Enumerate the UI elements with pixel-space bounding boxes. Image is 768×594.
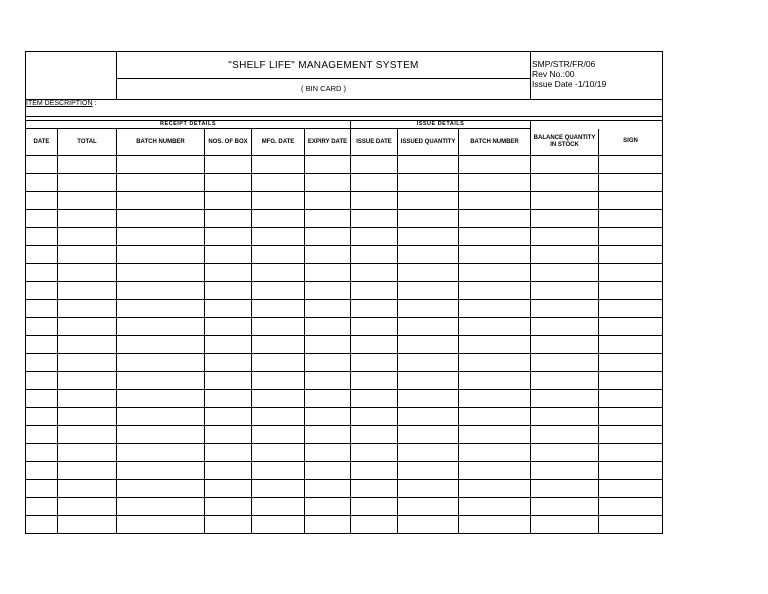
entry-cell[interactable] [398,444,459,462]
entry-row [26,390,663,408]
entry-cell[interactable] [58,336,117,354]
entry-cell[interactable] [531,156,599,174]
entry-row [26,444,663,462]
entry-cell[interactable] [351,282,398,300]
entry-cell[interactable] [599,300,663,318]
entry-cell[interactable] [26,498,58,516]
entry-cell[interactable] [252,210,305,228]
entry-cell[interactable] [599,516,663,534]
entry-cell[interactable] [205,498,252,516]
entry-cell[interactable] [305,498,351,516]
entry-cell[interactable] [351,372,398,390]
entry-cell[interactable] [58,318,117,336]
entry-cell[interactable] [205,300,252,318]
entry-cell[interactable] [599,462,663,480]
entry-cell[interactable] [531,318,599,336]
entry-cell[interactable] [599,192,663,210]
entry-cell[interactable] [459,282,531,300]
entry-cell[interactable] [531,408,599,426]
entry-cell[interactable] [599,354,663,372]
entry-cell[interactable] [398,336,459,354]
entry-cell[interactable] [117,174,205,192]
entry-cell[interactable] [58,372,117,390]
entry-cell[interactable] [305,246,351,264]
entry-cell[interactable] [531,228,599,246]
entry-cell[interactable] [305,516,351,534]
entry-cell[interactable] [459,318,531,336]
entry-cell[interactable] [252,354,305,372]
entry-cell[interactable] [117,300,205,318]
entry-cell[interactable] [459,210,531,228]
entry-cell[interactable] [252,390,305,408]
entry-cell[interactable] [205,444,252,462]
entry-row [26,156,663,174]
entry-row [26,516,663,534]
entry-cell[interactable] [26,462,58,480]
entry-row [26,318,663,336]
entry-cell[interactable] [459,498,531,516]
bin-card-form [25,51,662,534]
entry-cell[interactable] [117,426,205,444]
document-control-box [531,52,663,100]
entry-cell[interactable] [531,300,599,318]
entry-row [26,192,663,210]
entry-cell[interactable] [305,390,351,408]
entry-cell[interactable] [205,336,252,354]
entry-cell[interactable] [305,408,351,426]
column-header: ISSUED QUANTITY [398,129,459,156]
form-subtitle: ( BIN CARD ) [117,79,531,100]
entry-row [26,480,663,498]
entry-cell[interactable] [305,426,351,444]
entry-cell[interactable] [252,282,305,300]
entry-cell[interactable] [398,192,459,210]
entry-cell[interactable] [252,498,305,516]
entry-cell[interactable] [398,282,459,300]
entry-cell[interactable] [351,156,398,174]
entry-cell[interactable] [58,210,117,228]
entry-cell[interactable] [599,408,663,426]
entry-cell[interactable] [205,426,252,444]
entry-cell[interactable] [459,300,531,318]
entry-cell[interactable] [58,498,117,516]
entry-cell[interactable] [531,372,599,390]
entry-cell[interactable] [398,372,459,390]
entry-cell[interactable] [531,444,599,462]
column-header: TOTAL [58,129,117,156]
entry-cell[interactable] [398,300,459,318]
entry-cell[interactable] [599,246,663,264]
entry-cell[interactable] [398,354,459,372]
entry-cell[interactable] [305,228,351,246]
entry-cell[interactable] [205,264,252,282]
entry-cell[interactable] [459,264,531,282]
entry-cell[interactable] [351,498,398,516]
entry-cell[interactable] [531,174,599,192]
entry-cell[interactable] [398,390,459,408]
entry-cell[interactable] [252,336,305,354]
entry-cell[interactable] [117,516,205,534]
entry-cell[interactable] [252,516,305,534]
entry-cell[interactable] [531,354,599,372]
entry-cell[interactable] [252,372,305,390]
entry-cell[interactable] [252,228,305,246]
entry-cell[interactable] [398,246,459,264]
entry-cell[interactable] [351,192,398,210]
entry-cell[interactable] [351,174,398,192]
entry-cell[interactable] [205,228,252,246]
entry-cell[interactable] [26,246,58,264]
entry-cell[interactable] [351,336,398,354]
entry-cell[interactable] [117,210,205,228]
entry-cell[interactable] [599,156,663,174]
entry-cell[interactable] [58,408,117,426]
entry-cell[interactable] [599,318,663,336]
entry-cell[interactable] [351,444,398,462]
entry-cell[interactable] [58,354,117,372]
entry-row [26,174,663,192]
entry-cell[interactable] [599,390,663,408]
entry-cell[interactable] [398,516,459,534]
entry-cell[interactable] [117,282,205,300]
entry-cell[interactable] [599,174,663,192]
entry-cell[interactable] [26,174,58,192]
entry-cell[interactable] [26,228,58,246]
entry-cell[interactable] [26,336,58,354]
entry-cell[interactable] [117,390,205,408]
entry-cell[interactable] [58,174,117,192]
entry-cell[interactable] [351,462,398,480]
entry-cell[interactable] [459,174,531,192]
entry-cell[interactable] [26,192,58,210]
entry-cell[interactable] [351,426,398,444]
entry-cell[interactable] [305,300,351,318]
entry-cell[interactable] [205,156,252,174]
entry-cell[interactable] [205,210,252,228]
entry-cell[interactable] [599,336,663,354]
entry-cell[interactable] [459,336,531,354]
entry-cell[interactable] [26,318,58,336]
column-header-row [26,129,663,156]
bin-card-table [25,51,663,534]
entry-cell[interactable] [531,192,599,210]
entry-cell[interactable] [351,300,398,318]
entry-cell[interactable] [459,372,531,390]
item-description-row [26,100,663,117]
entry-cell[interactable] [398,480,459,498]
column-header: NOS. OF BOX [205,129,252,156]
entry-cell[interactable] [599,210,663,228]
entry-cell[interactable] [305,336,351,354]
entry-cell[interactable] [531,264,599,282]
entry-cell[interactable] [599,498,663,516]
entry-cell[interactable] [252,300,305,318]
column-header: SIGN [599,129,663,156]
entry-cell[interactable] [459,228,531,246]
entry-cell[interactable] [205,408,252,426]
entry-cell[interactable] [58,246,117,264]
entry-cell[interactable] [252,174,305,192]
entry-cell[interactable] [398,462,459,480]
entry-cell[interactable] [351,354,398,372]
entry-cell[interactable] [351,210,398,228]
issue-date: Issue Date -1/10/19 [532,78,607,89]
entry-cell[interactable] [26,264,58,282]
entry-row [26,336,663,354]
entry-cell[interactable] [117,228,205,246]
entry-cell[interactable] [398,408,459,426]
column-header: BALANCE QUANTITY IN STOCK [531,129,599,156]
entry-cell[interactable] [117,192,205,210]
entry-cell[interactable] [398,210,459,228]
doc-number: SMP/STR/FR/06 [532,59,596,69]
item-description-colon: : [92,100,97,107]
entry-cell[interactable] [459,246,531,264]
entry-cell[interactable] [459,480,531,498]
entry-cell[interactable] [252,444,305,462]
entry-cell[interactable] [459,390,531,408]
entry-cell[interactable] [117,336,205,354]
entry-cell[interactable] [205,282,252,300]
entry-cell[interactable] [252,426,305,444]
entry-cell[interactable] [26,444,58,462]
entry-row [26,282,663,300]
entry-cell[interactable] [305,174,351,192]
entry-cell[interactable] [305,264,351,282]
form-title: "SHELF LIFE" MANAGEMENT SYSTEM [117,52,531,79]
entry-row [26,354,663,372]
entry-cell[interactable] [26,282,58,300]
entry-cell[interactable] [531,498,599,516]
entry-cell[interactable] [305,444,351,462]
entry-cell[interactable] [305,480,351,498]
entry-cell[interactable] [252,192,305,210]
entry-cell[interactable] [599,444,663,462]
entry-cell[interactable] [599,426,663,444]
entry-cell[interactable] [117,264,205,282]
entry-cell[interactable] [398,264,459,282]
entry-cell[interactable] [531,480,599,498]
entry-row [26,246,663,264]
entry-cell[interactable] [599,264,663,282]
entry-cell[interactable] [252,462,305,480]
entry-cell[interactable] [58,390,117,408]
entry-cell[interactable] [117,354,205,372]
entry-cell[interactable] [531,462,599,480]
entry-cell[interactable] [599,480,663,498]
entry-cell[interactable] [531,516,599,534]
entry-cell[interactable] [351,480,398,498]
entry-cell[interactable] [58,300,117,318]
logo-cell [26,52,117,100]
entry-cell[interactable] [459,354,531,372]
receipt-details-header: RECEIPT DETAILS [26,121,351,129]
column-header: BATCH NUMBER [117,129,205,156]
entry-cell[interactable] [26,480,58,498]
entry-cell[interactable] [58,228,117,246]
entry-cell[interactable] [252,264,305,282]
entry-cell[interactable] [58,444,117,462]
entry-row [26,462,663,480]
entry-cell[interactable] [351,390,398,408]
item-description-label: ITEM DESCRIPTION [26,100,93,107]
entry-cell[interactable] [305,192,351,210]
entry-cell[interactable] [351,264,398,282]
entry-cell[interactable] [58,156,117,174]
entry-cell[interactable] [26,426,58,444]
entry-cell[interactable] [58,516,117,534]
entry-cell[interactable] [252,156,305,174]
entry-cell[interactable] [117,498,205,516]
group-blank-cell [531,121,663,129]
entry-cell[interactable] [459,192,531,210]
entry-cell[interactable] [117,372,205,390]
entry-cell[interactable] [205,174,252,192]
entry-cell[interactable] [351,228,398,246]
entry-cell[interactable] [205,318,252,336]
entry-cell[interactable] [305,318,351,336]
entry-cell[interactable] [58,264,117,282]
entry-cell[interactable] [205,516,252,534]
entry-row [26,372,663,390]
entry-cell[interactable] [205,192,252,210]
entry-cell[interactable] [117,480,205,498]
entry-cell[interactable] [117,444,205,462]
entry-cell[interactable] [305,156,351,174]
entry-cell[interactable] [531,282,599,300]
entry-cell[interactable] [205,246,252,264]
column-header: BATCH NUMBER [459,129,531,156]
entry-cell[interactable] [599,228,663,246]
entry-cell[interactable] [252,318,305,336]
column-header: EXPIRY DATE [305,129,351,156]
entry-cell[interactable] [398,228,459,246]
entry-cell[interactable] [26,354,58,372]
entry-cell[interactable] [117,246,205,264]
entry-cell[interactable] [531,210,599,228]
entry-cell[interactable] [531,390,599,408]
entry-cell[interactable] [305,372,351,390]
entry-cell[interactable] [26,372,58,390]
entry-cell[interactable] [117,462,205,480]
column-header: MFG. DATE [252,129,305,156]
entry-cell[interactable] [459,444,531,462]
entry-row [26,228,663,246]
entry-cell[interactable] [351,318,398,336]
entry-cell[interactable] [58,192,117,210]
entry-cell[interactable] [398,498,459,516]
entry-cell[interactable] [205,390,252,408]
entry-cell[interactable] [459,516,531,534]
entry-cell[interactable] [58,462,117,480]
entry-cell[interactable] [58,426,117,444]
entry-cell[interactable] [351,516,398,534]
entry-cell[interactable] [117,408,205,426]
entry-cell[interactable] [205,480,252,498]
entry-row [26,300,663,318]
entry-cell[interactable] [26,390,58,408]
entry-cell[interactable] [398,426,459,444]
entry-row [26,498,663,516]
entry-cell[interactable] [252,408,305,426]
entry-row [26,408,663,426]
entry-row [26,426,663,444]
entry-cell[interactable] [26,408,58,426]
entry-cell[interactable] [305,282,351,300]
entry-cell[interactable] [459,408,531,426]
entry-cell[interactable] [599,282,663,300]
entry-cell[interactable] [205,354,252,372]
entry-cell[interactable] [459,156,531,174]
entry-cell[interactable] [531,246,599,264]
entry-cell[interactable] [305,462,351,480]
entry-row [26,210,663,228]
entry-cell[interactable] [398,174,459,192]
entry-cell[interactable] [531,426,599,444]
entry-cell[interactable] [599,372,663,390]
entry-cell[interactable] [117,156,205,174]
entry-cell[interactable] [205,372,252,390]
issue-details-header: ISSUE DETAILS [351,121,531,129]
entry-cell[interactable] [351,246,398,264]
entry-cell[interactable] [26,516,58,534]
entry-cell[interactable] [305,354,351,372]
entry-cell[interactable] [252,480,305,498]
entry-cell[interactable] [351,408,398,426]
entry-cell[interactable] [26,210,58,228]
entry-row [26,264,663,282]
entry-cell[interactable] [58,480,117,498]
revision-number: Rev No.:00 [532,68,575,79]
entry-cell[interactable] [117,318,205,336]
entry-cell[interactable] [305,210,351,228]
entry-cell[interactable] [531,336,599,354]
column-header: DATE [26,129,58,156]
entry-cell[interactable] [459,426,531,444]
entry-cell[interactable] [26,156,58,174]
entry-cell[interactable] [58,282,117,300]
entry-cell[interactable] [459,462,531,480]
entry-cell[interactable] [205,462,252,480]
column-header: ISSUE DATE [351,129,398,156]
entry-cell[interactable] [252,246,305,264]
entry-cell[interactable] [26,300,58,318]
entry-cell[interactable] [398,156,459,174]
entry-cell[interactable] [398,318,459,336]
